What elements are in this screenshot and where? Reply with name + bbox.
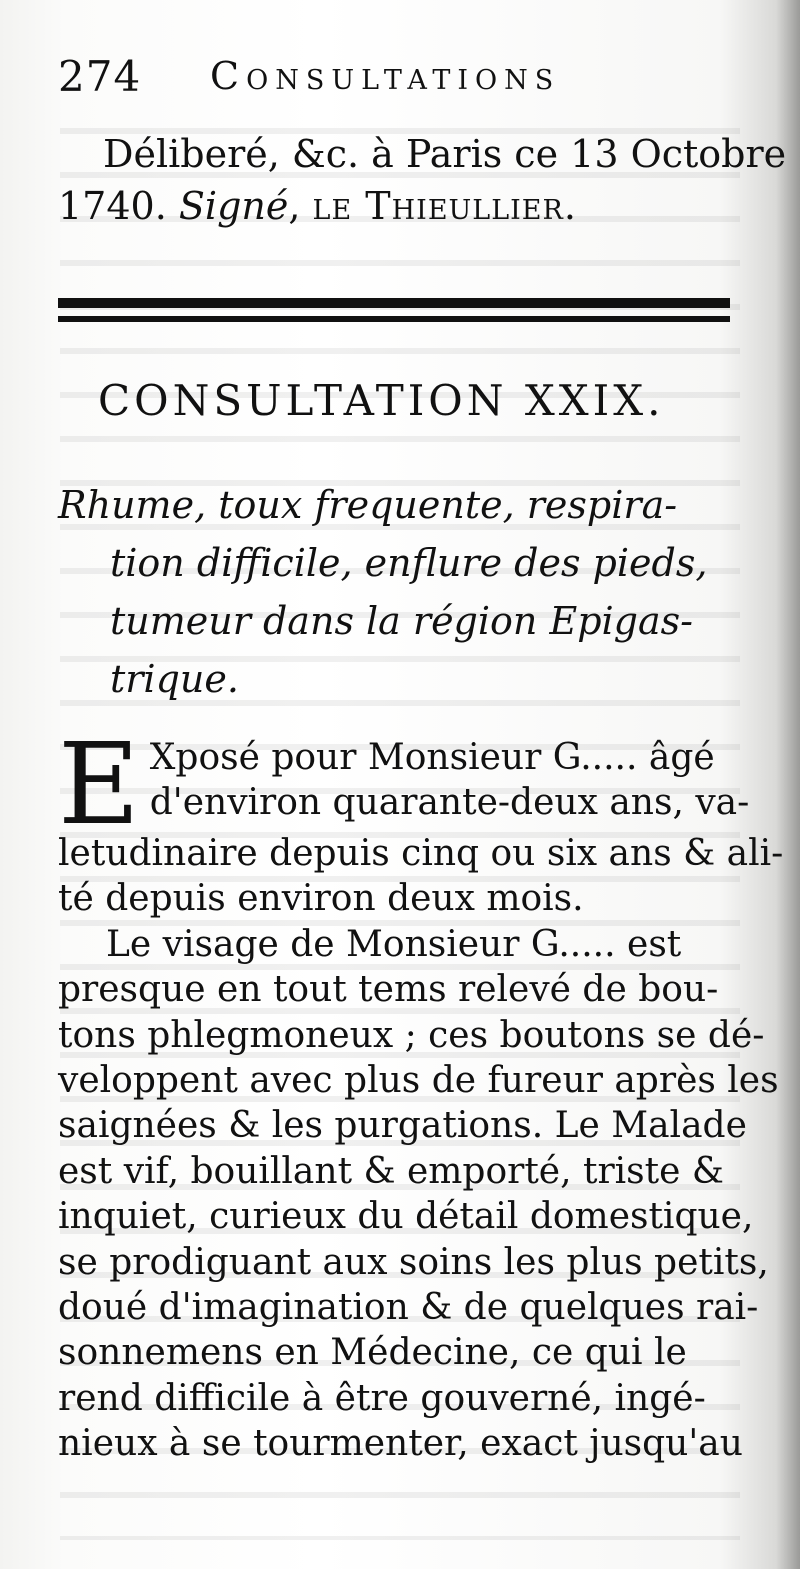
text-line: se prodiguant aux soins les plus petits,: [58, 1241, 769, 1283]
page-number: 274: [58, 52, 142, 101]
subtitle-line: tion difficile, enflure des pieds,: [110, 541, 708, 585]
subtitle-line: Rhume, toux frequente, respira-: [58, 483, 678, 527]
text-line: doué d'imagination & de quelques rai-: [58, 1287, 759, 1329]
consultation-subtitle: [58, 476, 748, 708]
text-line: veloppent avec plus de fureur après les: [58, 1060, 779, 1102]
drop-cap: E: [58, 720, 140, 850]
section-rule-thick: [58, 298, 730, 308]
section-rule-thin: [58, 316, 730, 322]
text-line: sonnemens en Médecine, ce qui le: [58, 1332, 687, 1374]
signed-label: Signé: [178, 184, 289, 228]
signer-name: le Thieullier.: [312, 184, 577, 228]
running-title: Consultations: [210, 54, 561, 98]
text-line: d'environ quarante-deux ans, va-: [149, 782, 750, 824]
running-head: [58, 52, 618, 100]
text-line: letudinaire depuis cinq ou six ans & ali-: [58, 833, 784, 874]
text-line: saignées & les purgations. Le Malade: [58, 1105, 747, 1147]
text-line: Xposé pour Monsieur G..... âgé: [149, 737, 715, 778]
text-line: rend difficile à être gouverné, ingé-: [58, 1377, 706, 1419]
subtitle-line: tumeur dans la région Epigas-: [110, 599, 694, 643]
text-line: presque en tout tems relevé de bou-: [58, 969, 719, 1011]
closing-signature-line: 1740. Signé, le Thieullier.: [58, 184, 577, 228]
text-line: tons phlegmoneux ; ces boutons se dé-: [58, 1014, 765, 1056]
previous-consultation-closing: [58, 128, 787, 232]
text-line: té depuis environ deux mois.: [58, 878, 584, 920]
consultation-heading: CONSULTATION XXIX.: [98, 376, 665, 425]
subtitle-line: trique.: [110, 657, 239, 701]
text-line: inquiet, curieux du détail domestique,: [58, 1196, 754, 1238]
closing-year: 1740.: [58, 184, 167, 228]
text-line: est vif, bouillant & emporté, triste &: [58, 1150, 724, 1192]
body-text: [58, 720, 784, 1467]
closing-line: Déliberé, &c. à Paris ce 13 Octobre: [103, 132, 787, 176]
text-line: Le visage de Monsieur G..... est: [106, 923, 682, 965]
text-line: nieux à se tourmenter, exact jusqu'au: [58, 1423, 743, 1465]
